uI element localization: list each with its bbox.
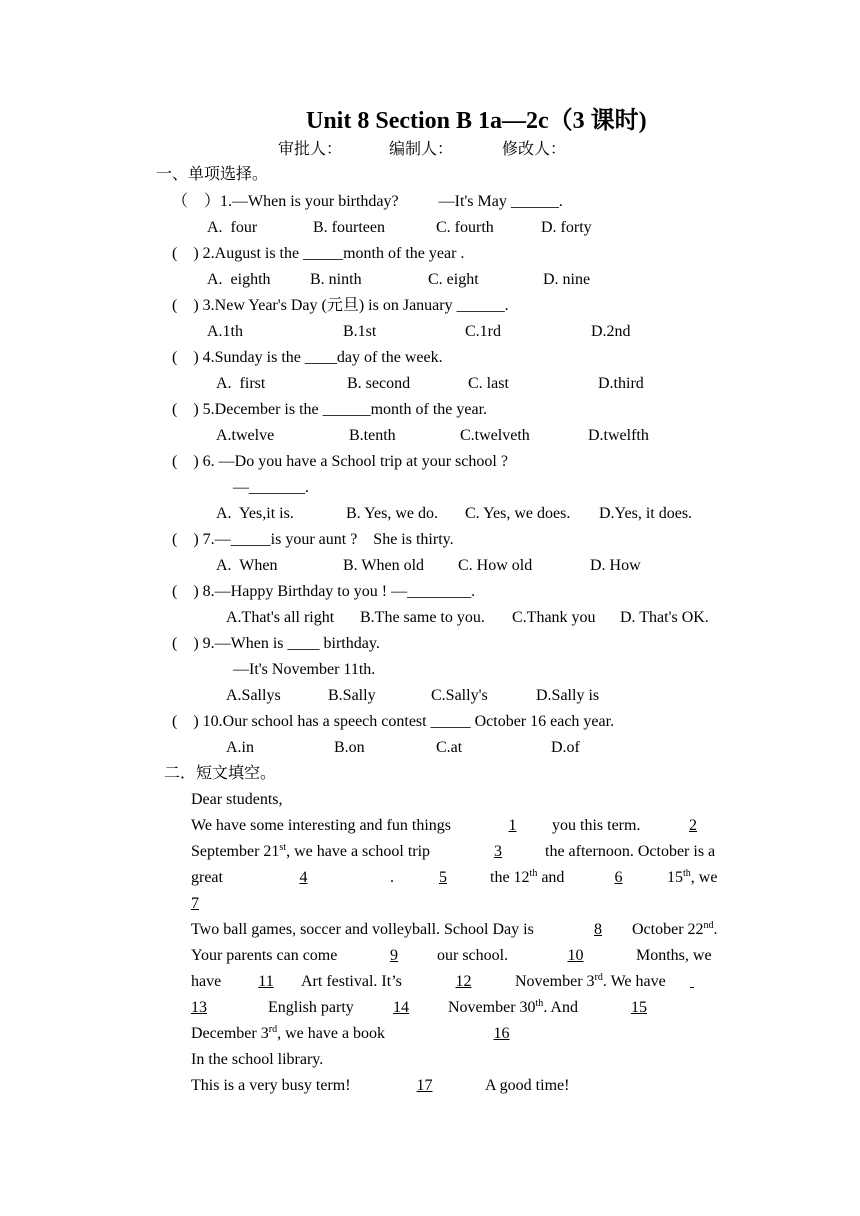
editor-label: 编制人： bbox=[389, 141, 454, 158]
q8-option-b: B.The same to you. bbox=[360, 609, 485, 626]
q8-option-d: D. That's OK. bbox=[620, 609, 709, 626]
passage-text: Two ball games, soccer and volleyball. School Day is bbox=[191, 921, 534, 938]
question-stem-10: ( ) 10.Our school has a speech contest _____ October 16 each year. bbox=[172, 713, 615, 730]
q5-option-b: B.tenth bbox=[349, 427, 396, 444]
q10-option-c: C.at bbox=[436, 739, 463, 756]
letter-greeting: Dear students, bbox=[191, 791, 283, 808]
blank-17: 17 bbox=[416, 1077, 433, 1094]
blank-1: 1 bbox=[508, 817, 517, 834]
q7-option-a: A. When bbox=[216, 557, 278, 574]
question-stem-6: ( ) 6. —Do you have a School trip at your school ? bbox=[172, 453, 508, 470]
q4-option-c: C. last bbox=[468, 375, 509, 392]
question-stem-4: ( ) 4.Sunday is the ____day of the week. bbox=[172, 349, 443, 366]
question-stem-3: ( ) 3.New Year's Day (元旦) is on January ______. bbox=[172, 297, 509, 314]
q3-option-d: D.2nd bbox=[591, 323, 631, 340]
question-stem-7: ( ) 7.—_____is your aunt ? She is thirty. bbox=[172, 531, 454, 548]
q4-option-b: B. second bbox=[347, 375, 411, 392]
question-stem-9-reply: —It's November 11th. bbox=[233, 661, 376, 678]
q5-option-a: A.twelve bbox=[216, 427, 275, 444]
passage-text: November 30th. And bbox=[448, 998, 578, 1016]
blank-8: 8 bbox=[594, 921, 602, 938]
blank-3: 3 bbox=[494, 843, 502, 860]
section-heading-cloze: 二．短文填空。 bbox=[164, 765, 277, 782]
section-heading-choice: 一、单项选择。 bbox=[156, 166, 269, 183]
question-stem-2: ( ) 2.August is the _____month of the year . bbox=[172, 245, 465, 262]
blank-5: 5 bbox=[439, 869, 447, 886]
q3-option-a: A.1th bbox=[207, 323, 243, 340]
q4-option-d: D.third bbox=[598, 375, 644, 392]
passage-text: Months, we bbox=[636, 947, 712, 964]
q1-option-d: D. forty bbox=[541, 219, 592, 236]
blank-11: 11 bbox=[258, 973, 274, 990]
blank-7: 7 bbox=[191, 895, 199, 912]
q2-option-a: A. eighth bbox=[207, 271, 271, 288]
q6-option-d: D.Yes, it does. bbox=[599, 505, 693, 522]
q7-option-d: D. How bbox=[590, 557, 641, 574]
q2-option-c: C. eight bbox=[428, 271, 479, 288]
question-stem-8: ( ) 8.—Happy Birthday to you ! —________. bbox=[172, 583, 476, 600]
blank-6: 6 bbox=[614, 869, 623, 886]
blank-13-start bbox=[690, 972, 716, 992]
q7-option-b: B. When old bbox=[343, 557, 425, 574]
reviser-label: 修改人： bbox=[502, 141, 567, 158]
passage-text: Your parents can come bbox=[191, 947, 338, 964]
q10-option-d: D.of bbox=[551, 739, 580, 756]
q6-option-b: B. Yes, we do. bbox=[346, 505, 439, 522]
question-stem-9: ( ) 9.—When is ____ birthday. bbox=[172, 635, 380, 652]
blank-12: 12 bbox=[455, 973, 472, 990]
passage-text: the 12th and bbox=[490, 868, 565, 886]
passage-text: have bbox=[191, 973, 222, 990]
q2-option-d: D. nine bbox=[543, 271, 591, 288]
q3-option-b: B.1st bbox=[343, 323, 377, 340]
blank-9: 9 bbox=[390, 947, 398, 964]
q9-option-c: C.Sally's bbox=[431, 687, 488, 704]
q9-option-d: D.Sally is bbox=[536, 687, 600, 704]
blank-10: 10 bbox=[567, 947, 584, 964]
blank-13: 13 bbox=[191, 999, 207, 1016]
q3-option-c: C.1rd bbox=[465, 323, 501, 340]
blank-4: 4 bbox=[299, 869, 308, 886]
q9-option-a: A.Sallys bbox=[226, 687, 281, 704]
q10-option-a: A.in bbox=[226, 739, 254, 756]
passage-text: October 22nd. bbox=[632, 920, 718, 938]
passage-text: English party bbox=[268, 999, 354, 1016]
question-stem-5: ( ) 5.December is the ______month of the year. bbox=[172, 401, 488, 418]
passage-text: 15th, we bbox=[667, 868, 718, 886]
passage-text: you this term. bbox=[552, 817, 641, 834]
passage-text: December 3rd, we have a book bbox=[191, 1024, 386, 1042]
passage-text: We have some interesting and fun things bbox=[191, 817, 451, 834]
passage-text: September 21st, we have a school trip bbox=[191, 842, 431, 860]
q10-option-b: B.on bbox=[334, 739, 365, 756]
q6-option-a: A. Yes,it is. bbox=[216, 505, 294, 522]
q1-option-b: B. fourteen bbox=[313, 219, 385, 236]
passage-text: A good time! bbox=[485, 1077, 570, 1094]
passage-text: This is a very busy term! bbox=[191, 1077, 351, 1094]
passage-text: Art festival. It’s bbox=[301, 973, 402, 990]
passage-text: great bbox=[191, 869, 223, 886]
q4-option-a: A. first bbox=[216, 375, 266, 392]
passage-text: the afternoon. October is a bbox=[545, 843, 716, 860]
q2-option-b: B. ninth bbox=[310, 271, 362, 288]
q1-option-a: A. four bbox=[207, 219, 258, 236]
question-stem-1: （ ）1.—When is your birthday? —It's May ______. bbox=[172, 193, 563, 210]
q7-option-c: C. How old bbox=[458, 557, 533, 574]
passage-text: our school. bbox=[437, 947, 509, 964]
approver-label: 审批人： bbox=[278, 141, 343, 158]
passage-text: In the school library. bbox=[191, 1051, 324, 1068]
blank-14: 14 bbox=[393, 999, 409, 1016]
q9-option-b: B.Sally bbox=[328, 687, 376, 704]
q8-option-a: A.That's all right bbox=[226, 609, 335, 626]
q5-option-d: D.twelfth bbox=[588, 427, 649, 444]
q5-option-c: C.twelveth bbox=[460, 427, 530, 444]
blank-16: 16 bbox=[493, 1025, 510, 1042]
q8-option-c: C.Thank you bbox=[512, 609, 596, 626]
blank-2: 2 bbox=[689, 817, 697, 834]
q6-option-c: C. Yes, we does. bbox=[465, 505, 571, 522]
blank-15: 15 bbox=[631, 999, 647, 1016]
page-title: Unit 8 Section B 1a—2c（3 课时) bbox=[306, 108, 647, 134]
question-stem-6-reply: —_______. bbox=[233, 479, 309, 496]
passage-text: November 3rd. We have bbox=[515, 972, 666, 990]
q1-option-c: C. fourth bbox=[436, 219, 494, 236]
passage-text: . bbox=[390, 869, 394, 886]
